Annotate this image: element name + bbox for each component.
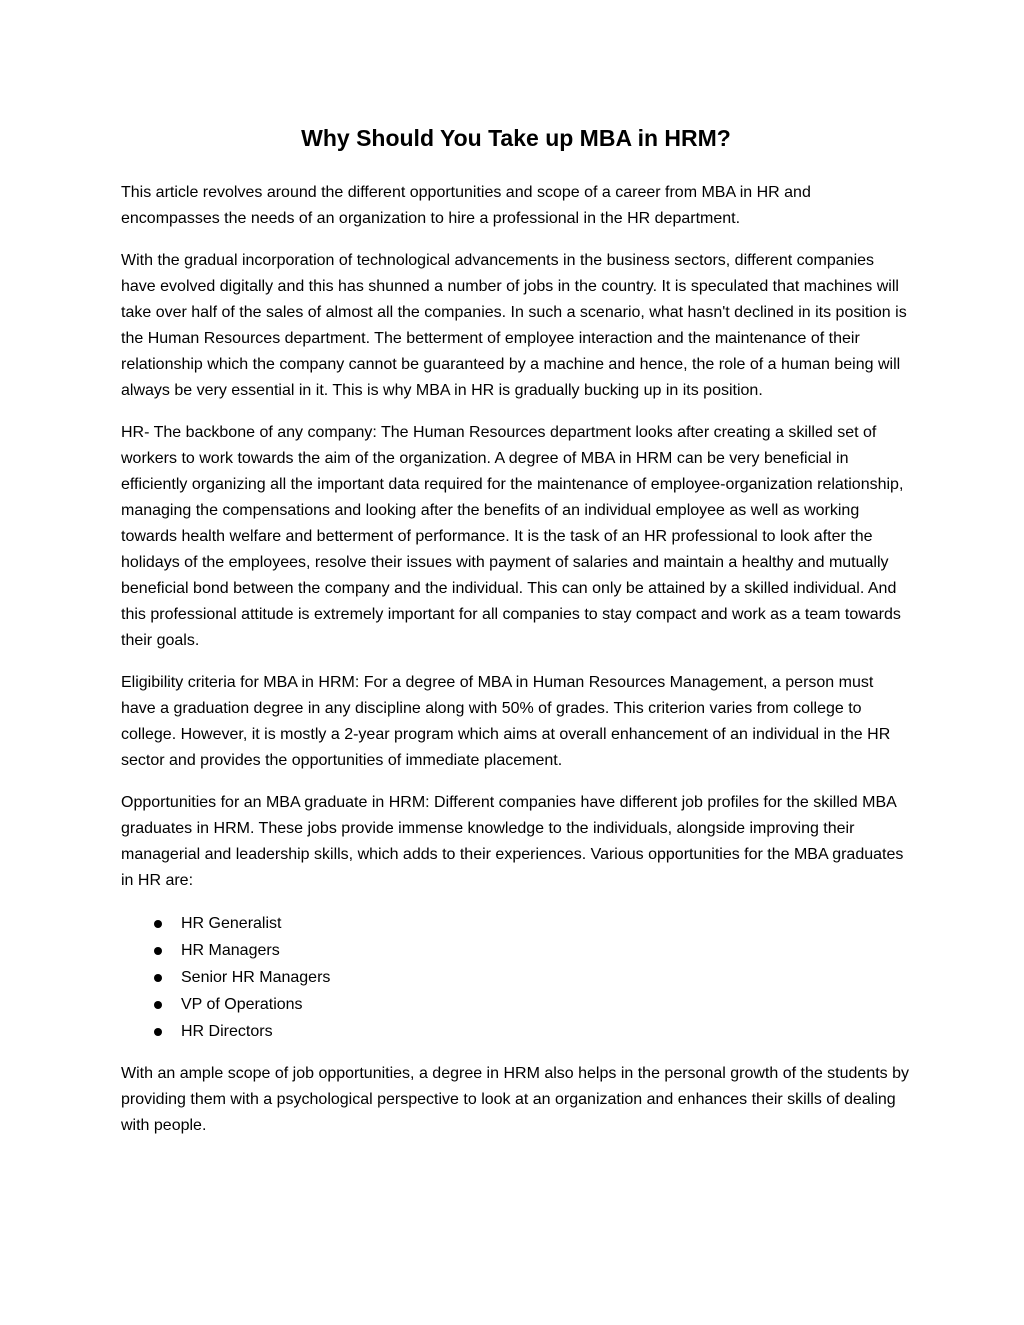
document-title: Why Should You Take up MBA in HRM? [301,125,731,151]
list-item-label: VP of Operations [181,996,303,1013]
bullet-icon [154,920,162,928]
intro-paragraph: This article revolves around the different opportunities and scope of a career from MBA in HR and encompasses the needs of an organization to hire a professional in the HR department. [121,184,811,227]
hr-backbone-paragraph: HR- The backbone of any company: The Human Resources department looks after creating a skilled set of workers to work towards the aim of the organization. A degree of MBA in HRM can be very beneficial in efficiently organizing all the important data required for the maintenance of employee-organization relationship, managing the compensations and looking after the benefits of an individual employee as well as working towards health welfare and betterment of performance. It is the task of an HR professional to look after the holidays of the employees, resolve their issues with payment of salaries and maintain a healthy and mutually beneficial bond between the company and the individual. This can only be attained by a skilled individual. And this professional attitude is extremely important for all companies to stay compact and work as a team towards their goals. [121,424,904,649]
list-item-label: HR Generalist [181,915,282,932]
bullet-icon [154,1001,162,1009]
list-item-label: HR Directors [181,1023,273,1040]
list-item [121,910,911,937]
list-item [121,991,911,1018]
list-item [121,1018,911,1045]
closing-paragraph: With an ample scope of job opportunities, a degree in HRM also helps in the personal growth of the students by providing them with a psychological perspective to look at an organization and enhances their skills of dealing with people. [121,1065,910,1134]
technology-paragraph: With the gradual incorporation of technological advancements in the business sectors, different companies have evolved digitally and this has shunned a number of jobs in the country. It is speculated that machines will take over half of the sales of almost all the companies. In such a scenario, what hasn't declined in its position is the Human Resources department. The betterment of employee interaction and the maintenance of their relationship which the company cannot be guaranteed by a machine and hence, the role of a human being will always be very essential in it. This is why MBA in HR is gradually bucking up in its position. [121,252,907,399]
list-item [121,964,911,991]
bullet-icon [154,947,162,955]
opportunities-paragraph: Opportunities for an MBA graduate in HRM: Different companies have different job profiles for the skilled MBA graduates in HRM. These jobs provide immense knowledge to the individuals, alongside improving their managerial and leadership skills, which adds to their experiences. Various opportunities for the MBA graduates in HR are: [121,794,904,889]
list-item [121,937,911,964]
document-content [121,122,911,1155]
bullet-icon [154,974,162,982]
eligibility-paragraph: Eligibility criteria for MBA in HRM: For a degree of MBA in Human Resources Management, a person must have a graduation degree in any discipline along with 50% of grades. This criterion varies from college to college. However, it is mostly a 2-year program which aims at overall enhancement of an individual in the HR sector and provides the opportunities of immediate placement. [121,674,891,769]
list-item-label: Senior HR Managers [181,969,331,986]
opportunities-list [121,910,911,1045]
list-item-label: HR Managers [181,942,280,959]
bullet-icon [154,1028,162,1036]
